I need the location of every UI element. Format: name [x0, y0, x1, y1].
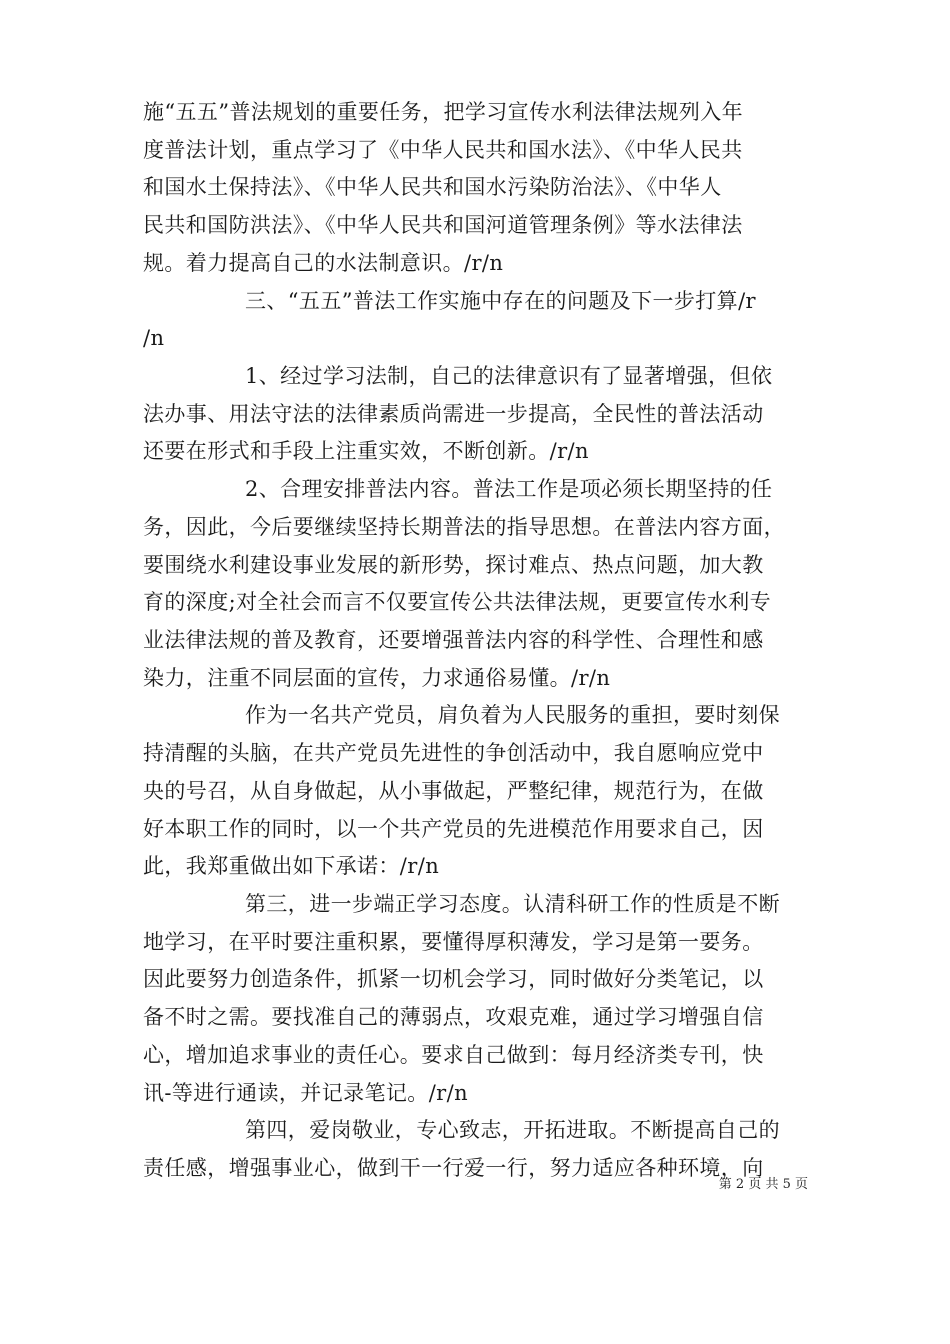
text-line: 第三，进一步端正学习态度。认清科研工作的性质是不断 — [245, 892, 780, 916]
text-line: 法办事、用法守法的法律素质尚需进一步提高，全民性的普法活动 — [143, 402, 764, 426]
section-heading: 三、“五五”普法工作实施中存在的问题及下一步打算/r — [245, 289, 756, 313]
text-line: 央的号召，从自身做起，从小事做起，严整纪律，规范行为，在做 — [143, 779, 764, 803]
text-line: 讯-等进行通读，并记录笔记。/r/n — [143, 1081, 469, 1105]
text-line: 第四，爱岗敬业，专心致志，开拓进取。不断提高自己的 — [245, 1118, 780, 1142]
text-line: 染力，注重不同层面的宣传，力求通俗易懂。/r/n — [143, 666, 611, 690]
text-line: /n — [143, 326, 165, 350]
text-line: 心，增加追求事业的责任心。要求自己做到：每月经济类专刊，快 — [143, 1043, 764, 1067]
text-line: 施“五五”普法规划的重要任务，把学习宣传水利法律法规列入年 — [143, 100, 744, 124]
text-line: 和国水土保持法》、《中华人民共和国水污染防治法》、《中华人 — [143, 175, 722, 199]
page-number: 第 2 页 共 5 页 — [718, 1177, 808, 1192]
text-line: 要围绕水利建设事业发展的新形势，探讨难点、热点问题，加大教 — [143, 553, 764, 577]
text-line: 此，我郑重做出如下承诺：/r/n — [143, 854, 440, 878]
text-line: 度普法计划，重点学习了《中华人民共和国水法》、《中华人民共 — [143, 138, 743, 162]
text-line: 规。着力提高自己的水法制意识。/r/n — [143, 251, 504, 275]
text-line: 还要在形式和手段上注重实效，不断创新。/r/n — [143, 439, 589, 463]
text-line: 地学习，在平时要注重积累，要懂得厚积薄发，学习是第一要务。 — [143, 930, 764, 954]
text-line: 务，因此，今后要继续坚持长期普法的指导思想。在普法内容方面， — [143, 515, 785, 539]
text-line: 责任感，增强事业心，做到干一行爱一行，努力适应各种环境，向 — [143, 1156, 764, 1180]
text-line: 2、合理安排普法内容。普法工作是项必须长期坚持的任 — [245, 477, 773, 501]
text-line: 民共和国防洪法》、《中华人民共和国河道管理条例》等水法律法 — [143, 213, 743, 237]
text-line: 好本职工作的同时，以一个共产党员的先进模范作用要求自己，因 — [143, 817, 764, 841]
text-line: 因此要努力创造条件，抓紧一切机会学习，同时做好分类笔记，以 — [143, 967, 764, 991]
text-line: 持清醒的头脑，在共产党员先进性的争创活动中，我自愿响应党中 — [143, 741, 764, 765]
text-line: 育的深度;对全社会而言不仅要宣传公共法律法规，更要宣传水利专 — [143, 590, 772, 614]
text-line: 1、经过学习法制，自己的法律意识有了显著增强，但依 — [245, 364, 773, 388]
text-line: 备不时之需。要找准自己的薄弱点，攻艰克难，通过学习增强自信 — [143, 1005, 764, 1029]
text-line: 作为一名共产党员，肩负着为人民服务的重担，要时刻保 — [245, 703, 780, 727]
text-line: 业法律法规的普及教育，还要增强普法内容的科学性、合理性和感 — [143, 628, 764, 652]
